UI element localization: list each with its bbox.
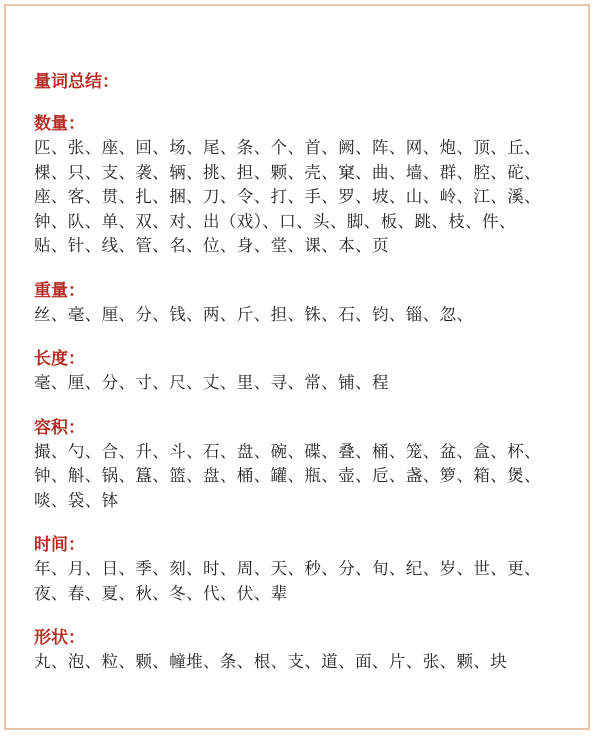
section-shape bbox=[34, 626, 574, 675]
section-heading: 形状： bbox=[34, 628, 85, 648]
document-content bbox=[34, 70, 574, 695]
text-line: 丝、毫、厘、分、钱、两、斤、担、铢、石、钧、锱、忽、 bbox=[34, 304, 474, 324]
section-length bbox=[34, 347, 574, 396]
text-line: 丸、泡、粒、颗、幢堆、条、根、支、道、面、片、张、颗、块 bbox=[34, 652, 508, 671]
section-body bbox=[34, 136, 574, 259]
text-line: 棵、只、支、袭、辆、挑、担、颗、壳、窠、曲、墙、群、腔、砣、 bbox=[34, 162, 541, 182]
section-quantity bbox=[34, 112, 574, 259]
text-line: 座、客、贯、扎、捆、刀、令、打、手、罗、坡、山、岭、江、溪、 bbox=[34, 187, 541, 206]
section-heading: 重量： bbox=[34, 280, 85, 301]
section-time bbox=[34, 533, 574, 606]
text-line: 年、月、日、季、刻、时、周、天、秒、分、旬、纪、岁、世、更、 bbox=[34, 559, 541, 578]
document-title: 量词总结： bbox=[34, 72, 119, 92]
document-frame bbox=[4, 4, 590, 730]
section-heading: 长度： bbox=[34, 349, 85, 369]
section-volume bbox=[34, 416, 574, 514]
section-body bbox=[34, 557, 574, 606]
section-body bbox=[34, 303, 574, 328]
text-line: 贴、针、线、管、名、位、身、堂、课、本、页 bbox=[34, 236, 389, 255]
text-line: 啖、袋、钵 bbox=[34, 490, 119, 510]
text-line: 夜、春、夏、秋、冬、代、伏、辈 bbox=[34, 583, 288, 603]
text-line: 匹、张、座、回、场、尾、条、个、首、阙、阵、网、炮、顶、丘、 bbox=[34, 138, 541, 157]
text-line: 钟、斛、锅、簋、篮、盘、桶、罐、瓶、壶、卮、盏、箩、箱、煲、 bbox=[34, 466, 541, 485]
section-body bbox=[34, 650, 574, 675]
text-line: 撮、勺、合、升、斗、石、盘、碗、碟、叠、桶、笼、盆、盒、杯、 bbox=[34, 441, 541, 461]
section-heading: 容积： bbox=[34, 417, 85, 438]
text-line: 钟、队、单、双、对、出（戏）、口、头、脚、板、跳、枝、件、 bbox=[34, 211, 516, 231]
section-heading: 时间： bbox=[34, 535, 85, 555]
text-line: 毫、厘、分、寸、尺、丈、里、寻、常、铺、程 bbox=[34, 373, 389, 392]
section-body bbox=[34, 371, 574, 396]
section-body bbox=[34, 440, 574, 514]
section-heading: 数量： bbox=[34, 114, 85, 134]
section-weight bbox=[34, 279, 574, 328]
